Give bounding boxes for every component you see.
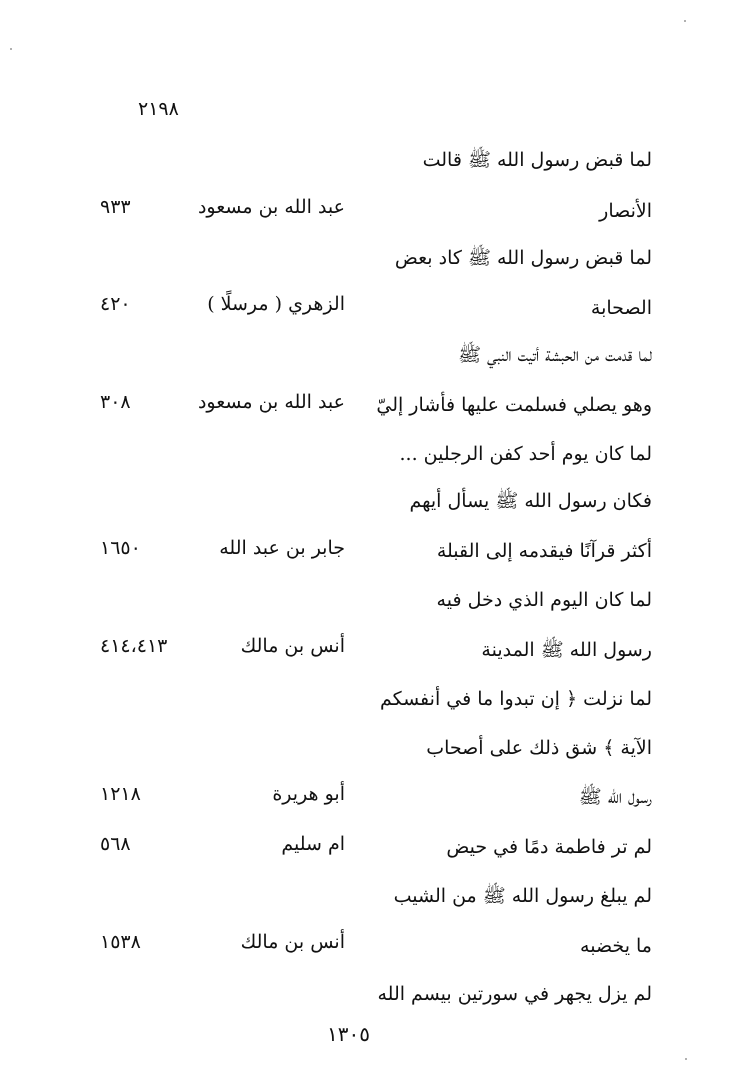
entry-text: لما قبض رسول الله ﷺ كاد بعض bbox=[394, 247, 652, 269]
entry-text: لم يزل يجهر في سورتين بيسم الله bbox=[377, 983, 652, 1005]
entry-narrator: عبد الله بن مسعود bbox=[197, 391, 345, 413]
entry-text: لما نزلت ﴿ إن تبدوا ما في أنفسكم bbox=[379, 688, 652, 710]
entry-text: الأنصار bbox=[599, 200, 652, 222]
entry-number: ١٢١٨ bbox=[100, 783, 141, 805]
entry-number: ٩٣٣ bbox=[100, 196, 131, 218]
top-number: ٢١٩٨ bbox=[138, 98, 179, 120]
entry-narrator: أنس بن مالك bbox=[240, 931, 345, 953]
entry-number: ٣٠٨ bbox=[100, 391, 131, 413]
entry-narrator: الزهري ( مرسلًا ) bbox=[207, 293, 345, 315]
entry-narrator: أبو هريرة bbox=[272, 783, 345, 805]
entry-text: لم يبلغ رسول الله ﷺ من الشيب bbox=[393, 885, 652, 907]
entry-text: الآية ﴾ شق ذلك على أصحاب bbox=[426, 737, 652, 759]
scan-speck bbox=[685, 1058, 687, 1060]
entry-narrator: عبد الله بن مسعود bbox=[197, 196, 345, 218]
entry-narrator: ام سليم bbox=[281, 833, 345, 855]
entry-text: رسول الله ﷺ المدينة bbox=[481, 639, 652, 661]
entry-text: فكان رسول الله ﷺ يسأل أيهم bbox=[409, 490, 652, 512]
entry-number: ١٥٣٨ bbox=[100, 931, 141, 953]
entry-text: وهو يصلي فسلمت عليها فأشار إليّ bbox=[376, 394, 652, 416]
entry-number: ١٦٥٠ bbox=[100, 537, 141, 559]
entry-number: ٥٦٨ bbox=[100, 833, 131, 855]
entry-text: لما كان اليوم الذي دخل فيه bbox=[436, 589, 652, 611]
scan-speck bbox=[684, 20, 686, 22]
entry-text: ما يخضبه bbox=[580, 935, 652, 957]
entry-text: لما قبض رسول الله ﷺ قالت bbox=[422, 149, 652, 171]
entry-number: ٤٢٠ bbox=[100, 293, 131, 315]
entry-text: رسول الله ﷺ bbox=[578, 786, 652, 808]
entry-text: لما كان يوم أحد كفن الرجلين ... bbox=[399, 443, 652, 465]
entry-text: لم تر فاطمة دمًا في حيض bbox=[446, 836, 652, 858]
scan-speck bbox=[10, 48, 12, 50]
entry-narrator: أنس بن مالك bbox=[240, 635, 345, 657]
entry-text: أكثر قرآنًا فيقدمه إلى القبلة bbox=[436, 540, 652, 562]
page-number: ١٣٠٥ bbox=[327, 1022, 370, 1046]
entry-text: الصحابة bbox=[590, 297, 652, 319]
entry-text: لما قدمت من الحبشة أتيت النبي ﷺ bbox=[458, 344, 652, 366]
entry-number: ٤١٤،٤١٣ bbox=[100, 635, 168, 657]
entry-narrator: جابر بن عبد الله bbox=[219, 537, 345, 559]
